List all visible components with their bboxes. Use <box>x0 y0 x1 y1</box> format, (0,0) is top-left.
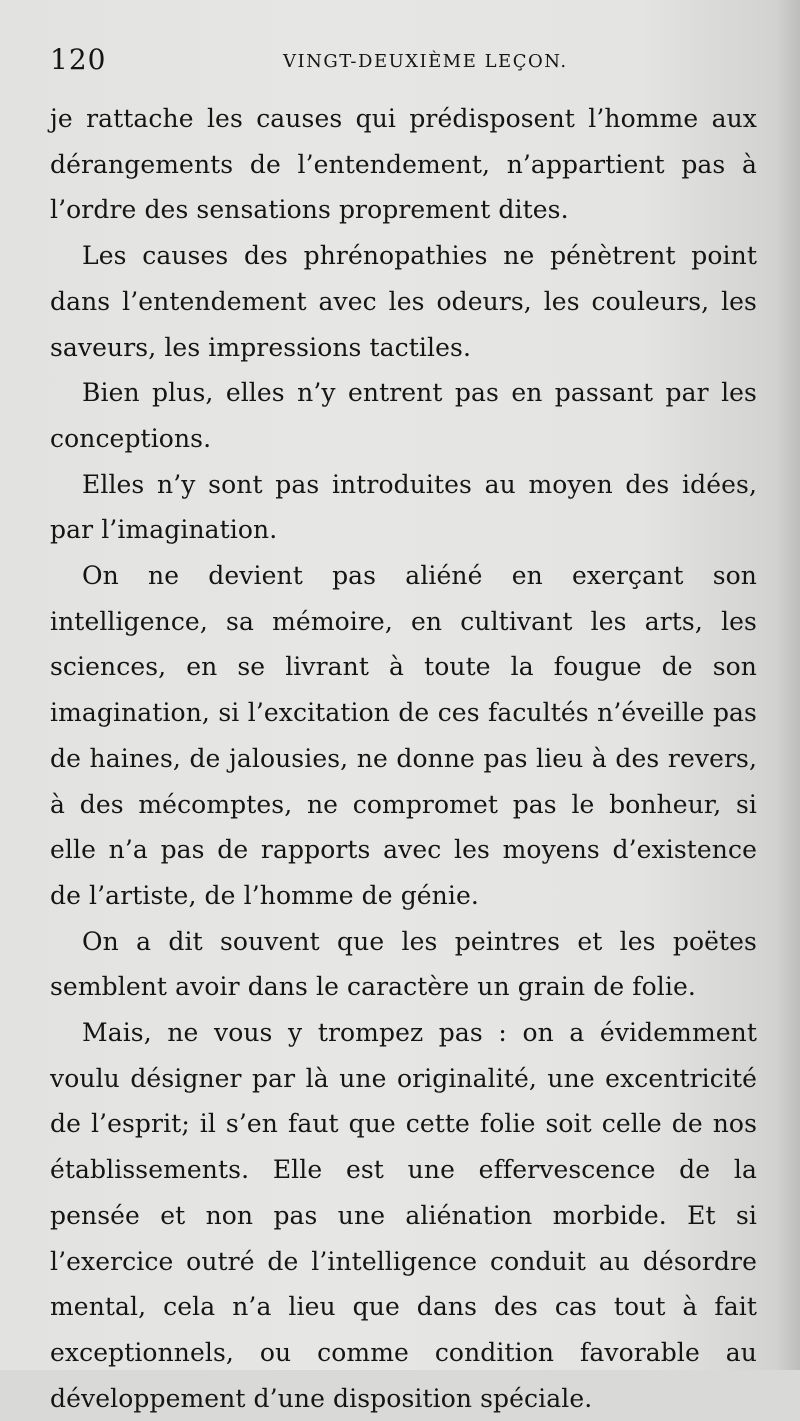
body-text <box>50 96 757 1421</box>
paragraph-7: Mais, ne vous y trompez pas : on a évidemment voulu désigner par là une originalité, une excentricité de l’esprit; il s’en faut que cette folie soit celle de nos établissements. Elle est une effervescence de la pensée et non pas une aliénation morbide. Et si l’exercice outré de l’intelligence conduit au désordre mental, cela n’a lieu que dans des cas tout à fait exceptionnels, ou comme condition favorable au développement d’une disposition spéciale. <box>50 1018 757 1413</box>
paragraph-1: je rattache les causes qui prédisposent l’homme aux dérangements de l’entendement, n’appartient pas à l’ordre des sensations proprement dites. <box>50 104 757 225</box>
paragraph-2: Les causes des phrénopathies ne pénètrent point dans l’entendement avec les odeurs, les couleurs, les saveurs, les impressions tactiles. <box>50 241 757 362</box>
paragraph-3: Bien plus, elles n’y entrent pas en passant par les conceptions. <box>50 378 757 453</box>
paragraph-5: On ne devient pas aliéné en exerçant son intelligence, sa mémoire, en cultivant les arts, les sciences, en se livrant à toute la fougue de son imagination, si l’excitation de ces facultés n’éveille pas de haines, de jalousies, ne donne pas lieu à des revers, à des mécomptes, ne compromet pas le bonheur, si elle n’a pas de rapports avec les moyens d’existence de l’artiste, de l’homme de génie. <box>50 561 757 910</box>
paragraph-6: On a dit souvent que les peintres et les poëtes semblent avoir dans le caractère un grain de folie. <box>50 926 757 1002</box>
running-head: VINGT-DEUXIÈME LEÇON. <box>283 51 568 72</box>
paragraph-4: Elles n’y sont pas introduites au moyen des idées, par l’imagination. <box>50 469 757 545</box>
page-number: 120 <box>50 43 107 76</box>
page-header <box>50 42 750 82</box>
